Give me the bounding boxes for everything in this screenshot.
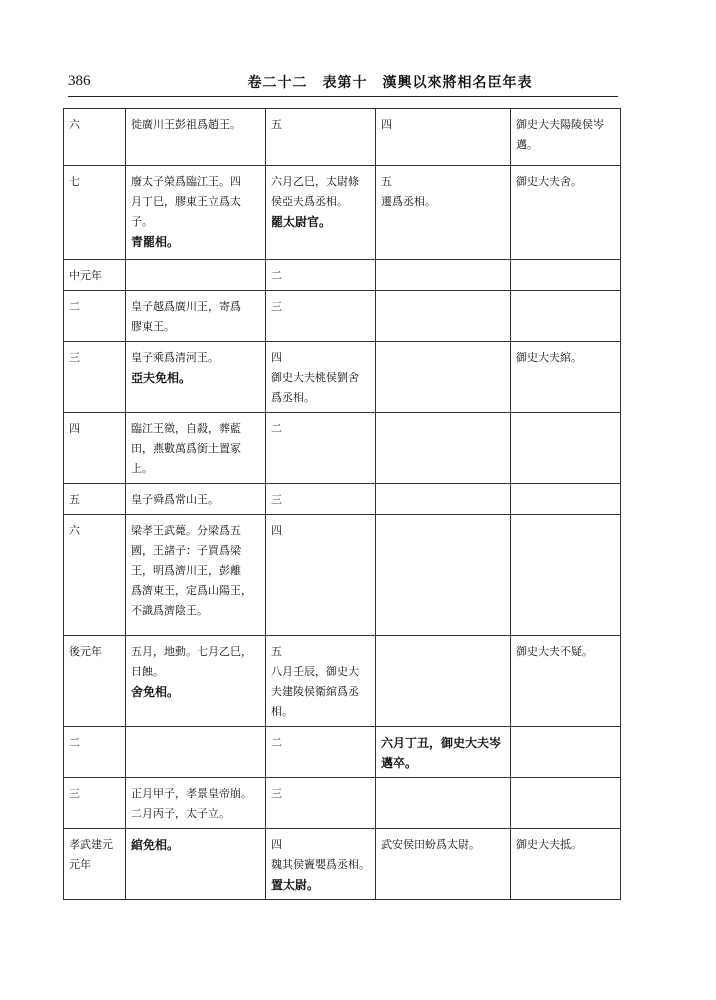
entry-line: 上。 [131,462,153,475]
entry-cell-c1 [126,727,266,778]
entry-line: 四 [271,524,282,537]
header-rule [68,96,618,97]
entry-bold-line: 舍免相。 [131,685,180,699]
entry-cell-c1 [126,829,266,900]
entry-cell-c1 [126,636,266,727]
entry-line: 侯亞夫爲丞相。 [271,195,348,208]
entry-cell-c3 [376,484,511,515]
entry-line: 膠東王。 [131,320,175,333]
entry-cell-c2 [266,515,376,636]
table-row [64,166,621,260]
running-head: 卷二十二 表第十 漢興以來將相名臣年表 [247,75,533,91]
table-row [64,636,621,727]
entry-cell-c4 [511,291,621,342]
table-row [64,829,621,900]
entry-cell-c3 [376,778,511,829]
entry-line: 三 [271,493,282,506]
year-cell: 後元年 [64,636,126,727]
entry-cell-c2 [266,109,376,166]
entry-line: 五月，地動。七月乙巳， [131,645,252,658]
entry-line: 御史大夫綰。 [516,351,582,364]
entry-line: 二月丙子，太子立。 [131,807,230,820]
entry-line: 相。 [271,705,293,718]
table-body [64,109,621,900]
year-cell: 七 [64,166,126,260]
entry-cell-c4 [511,484,621,515]
table-row [64,515,621,636]
entry-cell-c3 [376,260,511,291]
year-cell: 四 [64,413,126,484]
entry-cell-c2 [266,484,376,515]
entry-bold-line: 六月丁丑，御史大夫岑邁卒。 [381,736,502,770]
entry-line: 八月壬辰，御史大 [271,665,359,678]
entry-line: 御史大夫陽陵侯岑 [516,118,604,131]
entry-line: 爲濟東王，定爲山陽王， [131,584,252,597]
entry-cell-c4 [511,342,621,413]
entry-line: 邁。 [516,138,538,151]
entry-line: 正月甲子，孝景皇帝崩。 [131,787,252,800]
entry-cell-c4 [511,829,621,900]
entry-line: 國，王諸子：子買爲梁 [131,544,241,557]
entry-cell-c4 [511,515,621,636]
year-cell: 六 [64,109,126,166]
entry-cell-c3 [376,636,511,727]
entry-cell-c2 [266,778,376,829]
table-row [64,727,621,778]
entry-cell-c2 [266,829,376,900]
entry-line: 御史大夫桃侯劉舍 [271,371,359,384]
entry-bold-line: 綰免相。 [131,838,180,852]
entry-line: 御史大夫不疑。 [516,645,593,658]
table-row [64,260,621,291]
entry-line: 月丁巳，膠東王立爲太 [131,195,241,208]
entry-cell-c3 [376,515,511,636]
entry-line: 四 [381,118,392,131]
entry-cell-c1 [126,342,266,413]
entry-line: 子。 [131,215,153,228]
entry-cell-c3 [376,829,511,900]
entry-line: 皇子乘爲清河王。 [131,351,219,364]
entry-line: 二 [271,422,282,435]
year-cell: 二 [64,291,126,342]
entry-cell-c2 [266,166,376,260]
entry-line: 三 [271,787,282,800]
year-cell: 孝武建元元年 [64,829,126,900]
entry-cell-c2 [266,636,376,727]
entry-line: 魏其侯竇嬰爲丞相。 [271,858,370,871]
table-row [64,413,621,484]
table-row [64,342,621,413]
entry-line: 御史大夫抵。 [516,838,582,851]
year-cell: 三 [64,342,126,413]
year-cell: 五 [64,484,126,515]
entry-cell-c1 [126,778,266,829]
entry-line: 五 [271,118,282,131]
year-table [63,108,621,900]
entry-line: 日蝕。 [131,665,164,678]
entry-line: 王，明爲濟川王，彭離 [131,564,241,577]
entry-cell-c3 [376,291,511,342]
entry-line: 五 [271,645,282,658]
entry-cell-c2 [266,260,376,291]
entry-cell-c3 [376,166,511,260]
entry-cell-c4 [511,778,621,829]
table-row [64,109,621,166]
entry-cell-c3 [376,727,511,778]
entry-bold-line: 青罷相。 [131,235,180,249]
year-cell: 中元年 [64,260,126,291]
entry-line: 六月乙巳，太尉條 [271,175,359,188]
entry-cell-c3 [376,109,511,166]
entry-cell-c4 [511,413,621,484]
entry-cell-c3 [376,342,511,413]
entry-cell-c1 [126,109,266,166]
year-cell: 二 [64,727,126,778]
entry-cell-c1 [126,515,266,636]
entry-cell-c1 [126,413,266,484]
entry-cell-c1 [126,260,266,291]
entry-line: 廢太子榮爲臨江王。四 [131,175,241,188]
year-cell: 三 [64,778,126,829]
entry-cell-c1 [126,166,266,260]
entry-cell-c2 [266,413,376,484]
entry-line: 武安侯田蚡爲太尉。 [381,838,480,851]
entry-line: 皇子越爲廣川王，寄爲 [131,300,241,313]
entry-bold-line: 亞夫免相。 [131,371,192,385]
entry-line: 二 [271,269,282,282]
entry-cell-c4 [511,260,621,291]
entry-cell-c4 [511,636,621,727]
entry-line: 皇子舜爲常山王。 [131,493,219,506]
entry-line: 四 [271,351,282,364]
entry-bold-line: 置太尉。 [271,878,320,892]
entry-line: 遷爲丞相。 [381,195,436,208]
entry-line: 不識爲濟陰王。 [131,604,208,617]
table-row [64,291,621,342]
entry-line: 徙廣川王彭祖爲趙王。 [131,118,241,131]
entry-cell-c4 [511,727,621,778]
entry-cell-c2 [266,342,376,413]
entry-line: 田，燕數萬爲銜土置冢 [131,442,241,455]
entry-line: 梁孝王武薨。分梁爲五 [131,524,241,537]
entry-cell-c4 [511,166,621,260]
entry-cell-c1 [126,484,266,515]
entry-line: 二 [271,736,282,749]
entry-cell-c1 [126,291,266,342]
entry-bold-line: 罷太尉官。 [271,215,332,229]
entry-line: 夫建陵侯衛綰爲丞 [271,685,359,698]
entry-cell-c3 [376,413,511,484]
entry-cell-c2 [266,291,376,342]
entry-line: 御史大夫舍。 [516,175,582,188]
entry-line: 三 [271,300,282,313]
table-row [64,484,621,515]
entry-cell-c2 [266,727,376,778]
entry-line: 四 [271,838,282,851]
entry-line: 臨江王徵，自殺，葬藍 [131,422,241,435]
table-row [64,778,621,829]
entry-cell-c4 [511,109,621,166]
entry-line: 爲丞相。 [271,391,315,404]
page-number: 386 [68,73,91,89]
entry-line: 五 [381,175,392,188]
year-cell: 六 [64,515,126,636]
